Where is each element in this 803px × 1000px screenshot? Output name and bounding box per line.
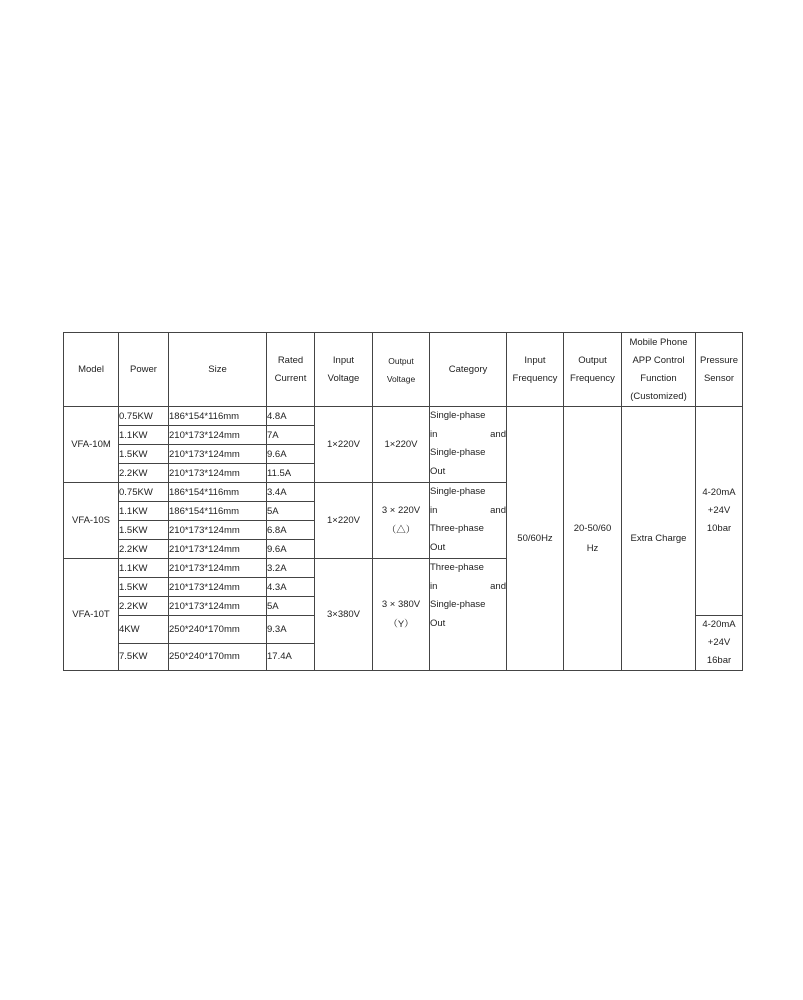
size-cell: 250*240*170mm — [169, 643, 267, 671]
size-cell: 210*173*124mm — [169, 597, 267, 616]
category-cell: Three-phase in and Single-phase Out — [430, 559, 507, 671]
model-cell: VFA-10M — [64, 407, 119, 483]
power-cell: 7.5KW — [119, 643, 169, 671]
app-control-cell: Extra Charge — [622, 407, 696, 671]
current-cell: 5A — [267, 502, 315, 521]
output-frequency-cell: 20-50/60 Hz — [564, 407, 622, 671]
power-cell: 1.5KW — [119, 578, 169, 597]
power-cell: 4KW — [119, 616, 169, 644]
header-output-voltage: Output Voltage — [373, 333, 430, 407]
input-voltage-cell: 1×220V — [315, 483, 373, 559]
current-cell: 5A — [267, 597, 315, 616]
header-model: Model — [64, 333, 119, 407]
table-row — [64, 407, 743, 426]
header-pressure-sensor: Pressure Sensor — [696, 333, 743, 407]
power-cell: 1.1KW — [119, 426, 169, 445]
current-cell: 4.3A — [267, 578, 315, 597]
header-input-frequency: Input Frequency — [507, 333, 564, 407]
size-cell: 186*154*116mm — [169, 407, 267, 426]
size-cell: 210*173*124mm — [169, 464, 267, 483]
spec-table — [63, 332, 743, 671]
current-cell: 9.3A — [267, 616, 315, 644]
power-cell: 0.75KW — [119, 483, 169, 502]
power-cell: 1.1KW — [119, 502, 169, 521]
size-cell: 250*240*170mm — [169, 616, 267, 644]
power-cell: 0.75KW — [119, 407, 169, 426]
current-cell: 3.4A — [267, 483, 315, 502]
header-power: Power — [119, 333, 169, 407]
power-cell: 2.2KW — [119, 540, 169, 559]
pressure-sensor-cell-16bar: 4-20mA +24V 16bar — [696, 616, 743, 671]
current-cell: 17.4A — [267, 643, 315, 671]
output-voltage-cell: 1×220V — [373, 407, 430, 483]
header-input-voltage: Input Voltage — [315, 333, 373, 407]
size-cell: 210*173*124mm — [169, 540, 267, 559]
category-cell: Single-phase in and Single-phase Out — [430, 407, 507, 483]
current-cell: 3.2A — [267, 559, 315, 578]
size-cell: 186*154*116mm — [169, 483, 267, 502]
power-cell: 1.1KW — [119, 559, 169, 578]
input-voltage-cell: 3×380V — [315, 559, 373, 671]
power-cell: 2.2KW — [119, 597, 169, 616]
category-cell: Single-phase in and Three-phase Out — [430, 483, 507, 559]
input-frequency-cell: 50/60Hz — [507, 407, 564, 671]
header-output-frequency: Output Frequency — [564, 333, 622, 407]
model-cell: VFA-10T — [64, 559, 119, 671]
power-cell: 1.5KW — [119, 521, 169, 540]
header-size: Size — [169, 333, 267, 407]
model-cell: VFA-10S — [64, 483, 119, 559]
header-app-control: Mobile Phone APP Control Function (Customized) — [622, 333, 696, 407]
size-cell: 210*173*124mm — [169, 578, 267, 597]
size-cell: 210*173*124mm — [169, 559, 267, 578]
size-cell: 210*173*124mm — [169, 445, 267, 464]
current-cell: 9.6A — [267, 540, 315, 559]
power-cell: 1.5KW — [119, 445, 169, 464]
input-voltage-cell: 1×220V — [315, 407, 373, 483]
size-cell: 186*154*116mm — [169, 502, 267, 521]
current-cell: 11.5A — [267, 464, 315, 483]
current-cell: 7A — [267, 426, 315, 445]
output-voltage-cell: 3 × 380V （Y） — [373, 559, 430, 671]
header-row — [64, 333, 743, 407]
pressure-sensor-cell: 4-20mA +24V 10bar — [696, 407, 743, 616]
power-cell: 2.2KW — [119, 464, 169, 483]
size-cell: 210*173*124mm — [169, 426, 267, 445]
header-category: Category — [430, 333, 507, 407]
output-voltage-cell: 3 × 220V （△） — [373, 483, 430, 559]
size-cell: 210*173*124mm — [169, 521, 267, 540]
current-cell: 4.8A — [267, 407, 315, 426]
header-rated-current: Rated Current — [267, 333, 315, 407]
current-cell: 6.8A — [267, 521, 315, 540]
current-cell: 9.6A — [267, 445, 315, 464]
